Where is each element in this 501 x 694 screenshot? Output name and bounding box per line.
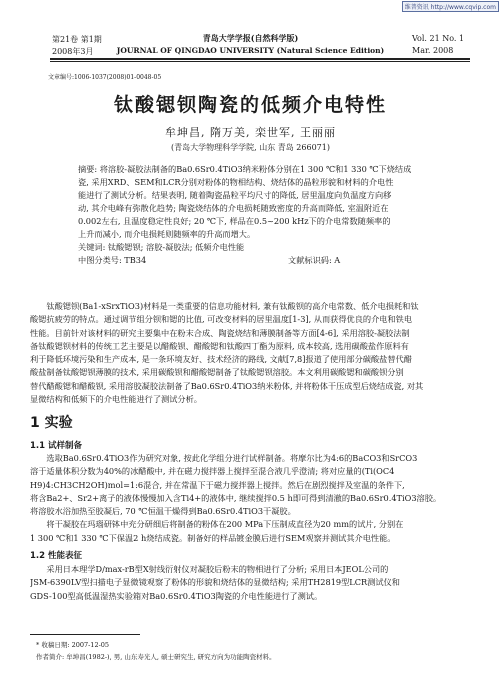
header-rule [50, 58, 470, 60]
volume-en: Vol. 21 No. 1 [412, 34, 465, 43]
abstract-line: 0.002左右, 且温度稳定性良好; 20 ℃下, 样品在0.5~200 kHz下的介电常数随频率的 [78, 216, 391, 226]
body-line: 备钛酸锶钡材料的传统工艺主要是以醋酸钡、醋酸锶和钛酸四丁酯为原料, 成本较高, 选用碳酸盐作原料有 [30, 340, 409, 351]
body-line: 采用日本理学D/max-rB型X射线衍射仪对凝胶后粉末的物相进行了分析; 采用日本JEOL公司的 [46, 564, 389, 574]
body-line: 酸盐制备钛酸锶钡薄膜的技术, 采用碳酸钡和醋酸锶制备了钛酸锶钡溶胶。本文利用碳酸锶和碳酸钡分别 [30, 367, 404, 378]
introduction [30, 300, 475, 406]
body-line: 性能。目前针对该材料的研究主要集中在粉末合成、陶瓷烧结和薄膜制备等方面[4-6], 采用溶胶-凝胶法制 [30, 327, 410, 338]
body-line: 将溶胶水浴加热至胶凝后, 70 ℃恒温干燥得到Ba0.6Sr0.4TiO3干凝胶。 [30, 506, 296, 517]
journal-name-en: JOURNAL OF QINGDAO UNIVERSITY (Natural Science Edition) [116, 46, 385, 55]
body-line: 替代醋酸锶和醋酸钡, 采用溶胶凝胶法制备了Ba0.6Sr0.4TiO3纳米粉体, 并将粉体干压成型后烧结成瓷, 对其 [30, 380, 424, 391]
body-line: 将干凝胶在玛瑙研钵中充分研细后将制备的粉体在200 MPa下压制成直径为20 mm的试片, 分别在 [46, 519, 404, 530]
clc-number: 中图分类号: TB34 [78, 255, 147, 265]
body-line: 钛酸锶钡(Ba1-xSrxTiO3)材料是一类重要的信息功能材料, 兼有钛酸钡的高介电常数、低介电损耗和钛 [46, 301, 419, 311]
affiliation: (青岛大学物理科学学院, 山东 青岛 266071) [171, 143, 330, 152]
document-code: 文献标识码: A [288, 255, 341, 265]
subsection-heading: 1.1 试样制备 [30, 441, 83, 451]
abstract-line: 能进行了测试分析。结果表明, 随着陶瓷晶粒平均尺寸的降低, 居里温度向负温度方向移 [78, 190, 392, 200]
abstract-line: 瓷, 采用XRD、SEM和LCR分别对粉体的物相结构、烧结体的晶粒形貌和材料的介电性 [78, 177, 394, 187]
date-en: Mar. 2008 [412, 46, 454, 55]
publication-date: 2008年3月 [52, 47, 94, 56]
characterization [30, 563, 475, 603]
received-date: * 收稿日期: 2007-12-05 [36, 641, 110, 649]
abstract-line: 摘要: 将溶胶-凝胶法制备的Ba0.6Sr0.4TiO3纳米粉体分别在1 300 ℃和1 330 ℃下烧结成 [78, 164, 412, 174]
body-line: 1 300 ℃和1 330 ℃下保温2 h烧结成瓷。制备好的样品镀金膜后进行SEM观察并测试其介电性能。 [30, 532, 396, 543]
classification-row [78, 254, 470, 267]
body-line: 将含Ba2+、Sr2+离子的液体慢慢加入含Ti4+的液体中, 继续搅拌0.5 h即可得到清澈的Ba0.6Sr0.4TiO3溶胶。 [30, 492, 442, 503]
header-rule-thin [50, 61, 470, 62]
journal-name-cn: 青岛大学学报(自然科学版) [202, 33, 299, 43]
body-line: GDS-100型高低温湿热实验箱对Ba0.6Sr0.4TiO3陶瓷的介电性能进行了测试。 [30, 590, 323, 601]
body-line: 溶于适量体积分数为40%的冰醋酸中, 并在磁力搅拌器上搅拌至混合液几乎澄清; 将对应量的(Ti(OC4 [30, 466, 395, 477]
keywords: 关键词: 钛酸锶钡; 溶胶-凝胶法; 低频介电性能 [78, 242, 245, 252]
abstract [78, 163, 470, 267]
body-line: 显微结构和低频下的介电性能进行了测试分析。 [30, 394, 202, 405]
author-bio: 作者简介: 牟坤昌(1982-), 男, 山东寿光人, 硕士研究生, 研究方向为功能陶瓷材料。 [36, 653, 276, 661]
paper-title: 钛酸锶钡陶瓷的低频介电特性 [113, 94, 387, 116]
authors: 牟坤昌, 隋万美, 栾世军, 王丽丽 [165, 126, 336, 139]
sample-preparation [30, 452, 475, 545]
source-watermark: 维普资讯 http://www.cqvip.com [402, 1, 499, 12]
abstract-line: 动, 其介电峰有弥散化趋势; 陶瓷烧结体的介电损耗随致密度的升高而降低, 室温附近在 [78, 203, 389, 213]
section-heading: 1 实验 [30, 415, 73, 431]
body-line: JSM-6390LV型扫描电子显微镜观察了粉体的形貌和烧结体的显微结构; 采用TH2819型LCR测试仪和 [30, 577, 400, 588]
body-line: H9)4:CH3CH2OH)mol=1:6混合, 并在常温下于磁力搅拌器上搅拌。然后在剧烈搅拌及室温的条件下, [30, 479, 405, 490]
abstract-line: 上升而减小, 而介电损耗则随频率的升高而增大。 [78, 229, 256, 239]
body-line: 选取Ba0.6Sr0.4TiO3作为研究对象, 按此化学组分进行试样制备。将摩尔比为4:6的BaCO3和SrCO3 [46, 453, 418, 463]
body-line: 酸锶抗疲劳的特点。通过调节组分钡和锶的比值, 可改变材料的居里温度[1-3], 从而获得优良的介电和铁电 [30, 314, 413, 325]
subsection-heading: 1.2 性能表征 [30, 551, 83, 561]
footnote-rule [30, 634, 140, 635]
volume-issue: 第21卷 第1期 [52, 35, 102, 44]
article-number: 文章编号:1006-1037(2008)01-0048-05 [48, 74, 162, 81]
body-line: 利于降低环境污染和生产成本, 是一条环境友好、技术经济的路线, 文献[7,8]报道了使用部分碳酸盐替代醋 [30, 354, 412, 365]
